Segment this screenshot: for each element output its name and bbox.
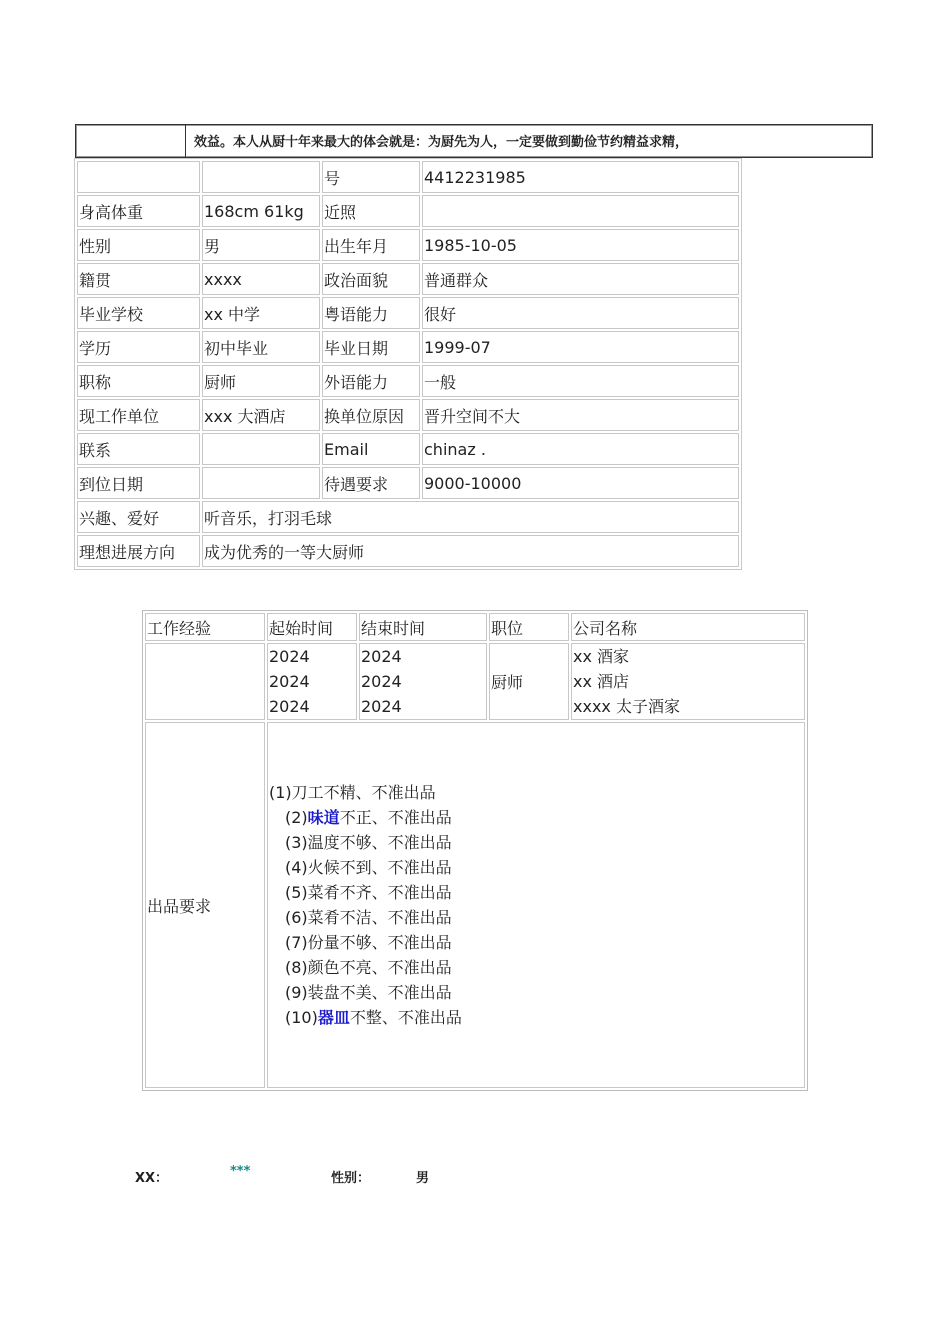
field-value: 一般 bbox=[422, 365, 739, 397]
field-value: chinaz . bbox=[422, 433, 739, 465]
table-row bbox=[145, 643, 805, 720]
field-label: 粤语能力 bbox=[322, 297, 420, 329]
start-time: 2024 bbox=[269, 697, 310, 716]
requirement-text: 不整、不准出品 bbox=[349, 1008, 462, 1027]
field-value bbox=[202, 161, 320, 193]
requirement-item bbox=[269, 780, 803, 805]
table-row bbox=[77, 365, 739, 397]
field-label bbox=[77, 161, 200, 193]
field-label: Email bbox=[322, 433, 420, 465]
field-label: 换单位原因 bbox=[322, 399, 420, 431]
field-label: 号 bbox=[322, 161, 420, 193]
field-value: 168cm 61kg bbox=[202, 195, 320, 227]
requirement-text: (8)颜色不亮、不准出品 bbox=[285, 958, 452, 977]
table-row bbox=[77, 501, 739, 533]
end-times-cell bbox=[359, 643, 487, 720]
field-label: 毕业日期 bbox=[322, 331, 420, 363]
field-value: 1999-07 bbox=[422, 331, 739, 363]
field-label: 到位日期 bbox=[77, 467, 200, 499]
work-experience-table bbox=[142, 610, 808, 1091]
requirement-text: (10) bbox=[285, 1008, 318, 1027]
field-value bbox=[422, 195, 739, 227]
requirement-text: (3)温度不够、不准出品 bbox=[285, 833, 452, 852]
name-label: XX： bbox=[135, 1171, 169, 1186]
field-label: 身高体重 bbox=[77, 195, 200, 227]
requirement-item bbox=[269, 830, 803, 855]
field-value: 普通群众 bbox=[422, 263, 739, 295]
requirement-item bbox=[269, 980, 803, 1005]
hobby-value: 听音乐，打羽毛球 bbox=[202, 501, 739, 533]
company-name: xx 酒家 bbox=[573, 647, 630, 666]
requirement-text: (6)菜肴不洁、不准出品 bbox=[285, 908, 452, 927]
table-row bbox=[77, 161, 739, 193]
header-work-experience: 工作经验 bbox=[145, 613, 265, 641]
experience-empty-cell bbox=[145, 643, 265, 720]
field-label: 毕业学校 bbox=[77, 297, 200, 329]
company-name: xx 酒店 bbox=[573, 672, 630, 691]
start-times-cell bbox=[267, 643, 357, 720]
table-row bbox=[77, 399, 739, 431]
field-value: xx 中学 bbox=[202, 297, 320, 329]
table-row bbox=[77, 467, 739, 499]
requirement-item bbox=[269, 930, 803, 955]
companies-cell bbox=[571, 643, 805, 720]
requirement-item bbox=[269, 805, 803, 830]
table-row bbox=[77, 331, 739, 363]
header-position: 职位 bbox=[489, 613, 569, 641]
start-time: 2024 bbox=[269, 647, 310, 666]
field-value: xxx 大酒店 bbox=[202, 399, 320, 431]
field-label: 出生年月 bbox=[322, 229, 420, 261]
field-value: 4412231985 bbox=[422, 161, 739, 193]
requirements-list bbox=[269, 780, 803, 1030]
requirement-keyword-link[interactable]: 器皿 bbox=[317, 1008, 350, 1027]
field-value: 厨师 bbox=[202, 365, 320, 397]
requirement-item bbox=[269, 880, 803, 905]
personal-info-table bbox=[74, 158, 742, 570]
requirement-text: (2) bbox=[285, 808, 308, 827]
field-label: 学历 bbox=[77, 331, 200, 363]
requirement-text: (5)菜肴不齐、不准出品 bbox=[285, 883, 452, 902]
start-time: 2024 bbox=[269, 672, 310, 691]
field-label: 性别 bbox=[77, 229, 200, 261]
requirements-label: 出品要求 bbox=[145, 722, 265, 1088]
name-value: *** bbox=[230, 1164, 251, 1179]
header-start-time: 起始时间 bbox=[267, 613, 357, 641]
end-time: 2024 bbox=[361, 647, 402, 666]
top-banner bbox=[75, 124, 873, 158]
end-time: 2024 bbox=[361, 697, 402, 716]
field-label: 联系 bbox=[77, 433, 200, 465]
requirement-item bbox=[269, 1005, 803, 1030]
company-name: xxxx 太子酒家 bbox=[573, 697, 680, 716]
field-label: 待遇要求 bbox=[322, 467, 420, 499]
requirement-text: (4)火候不到、不准出品 bbox=[285, 858, 452, 877]
header-company: 公司名称 bbox=[571, 613, 805, 641]
field-value: 9000-10000 bbox=[422, 467, 739, 499]
requirement-text: (1)刀工不精、不准出品 bbox=[269, 783, 436, 802]
table-row bbox=[145, 722, 805, 1088]
field-label: 现工作单位 bbox=[77, 399, 200, 431]
requirement-keyword-link[interactable]: 味道 bbox=[307, 808, 340, 827]
table-row bbox=[77, 297, 739, 329]
field-value: 初中毕业 bbox=[202, 331, 320, 363]
field-value: 男 bbox=[202, 229, 320, 261]
field-label: 职称 bbox=[77, 365, 200, 397]
field-label: 外语能力 bbox=[322, 365, 420, 397]
table-header-row bbox=[145, 613, 805, 641]
field-value: xxxx bbox=[202, 263, 320, 295]
field-value bbox=[202, 467, 320, 499]
requirements-cell bbox=[267, 722, 805, 1088]
table-row bbox=[77, 229, 739, 261]
table-row bbox=[77, 263, 739, 295]
top-banner-text: 效益。本人从厨十年来最大的体会就是：为厨先为人，一定要做到勤俭节约精益求精， bbox=[194, 135, 689, 150]
field-label: 近照 bbox=[322, 195, 420, 227]
table-row bbox=[77, 433, 739, 465]
requirement-text: (9)装盘不美、不准出品 bbox=[285, 983, 452, 1002]
requirement-item bbox=[269, 905, 803, 930]
goal-value: 成为优秀的一等大厨师 bbox=[202, 535, 739, 567]
field-label: 政治面貌 bbox=[322, 263, 420, 295]
field-value bbox=[202, 433, 320, 465]
top-banner-empty-cell bbox=[76, 125, 186, 157]
field-label: 籍贯 bbox=[77, 263, 200, 295]
requirement-text: 不正、不准出品 bbox=[339, 808, 452, 827]
table-row bbox=[77, 195, 739, 227]
end-time: 2024 bbox=[361, 672, 402, 691]
gender-value: 男 bbox=[416, 1171, 430, 1186]
position-cell: 厨师 bbox=[489, 643, 569, 720]
requirement-item bbox=[269, 955, 803, 980]
header-end-time: 结束时间 bbox=[359, 613, 487, 641]
field-value: 1985-10-05 bbox=[422, 229, 739, 261]
table-row bbox=[77, 535, 739, 567]
requirement-text: (7)份量不够、不准出品 bbox=[285, 933, 452, 952]
field-value: 晋升空间不大 bbox=[422, 399, 739, 431]
requirement-item bbox=[269, 855, 803, 880]
hobby-label: 兴趣、爱好 bbox=[77, 501, 200, 533]
goal-label: 理想进展方向 bbox=[77, 535, 200, 567]
gender-label: 性别： bbox=[331, 1171, 371, 1186]
field-value: 很好 bbox=[422, 297, 739, 329]
